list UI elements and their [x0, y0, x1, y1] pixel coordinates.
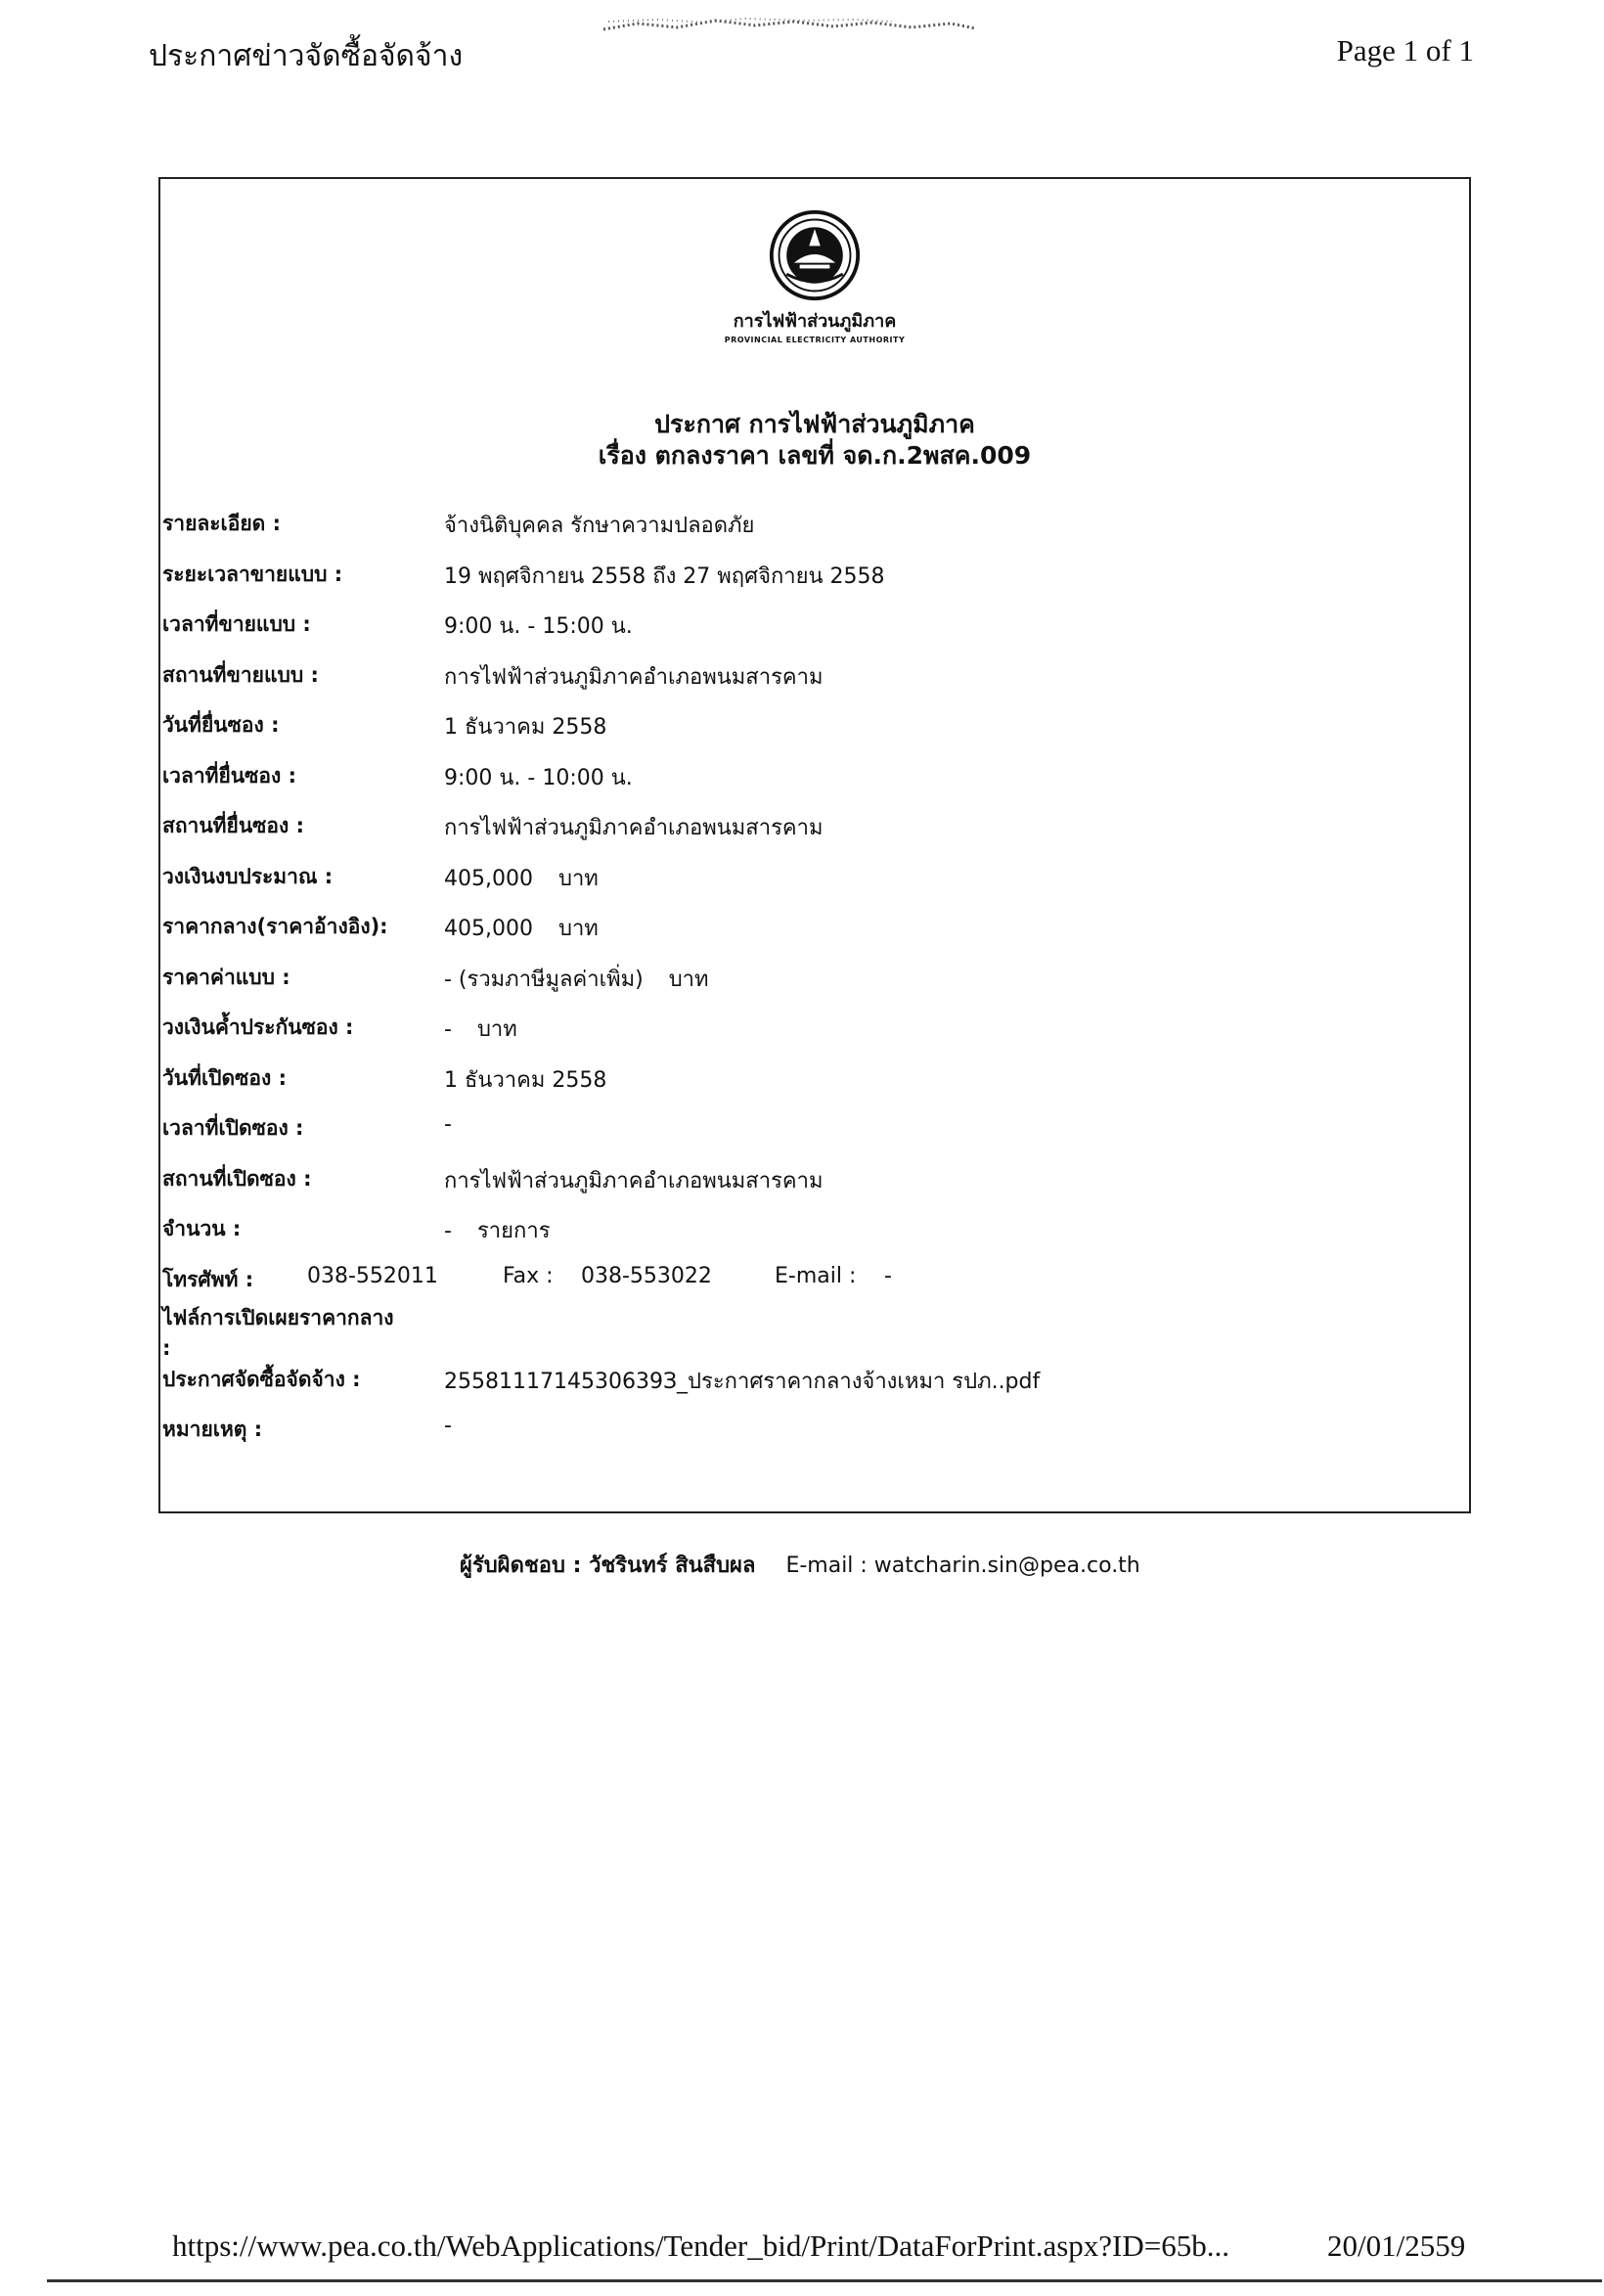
detail-label: เวลาที่ยื่นซอง : [162, 763, 296, 788]
detail-row-submit-date [160, 709, 1469, 760]
detail-row-reference-price [160, 911, 1469, 962]
remark-value: - [444, 1414, 452, 1438]
detail-value: การไฟฟ้าส่วนภูมิภาคอำเภอพนมสารคาม [444, 1168, 824, 1193]
footer-date: 20/01/2559 [1327, 2228, 1466, 2263]
unit: รายการ [476, 1219, 551, 1243]
detail-list [160, 508, 1469, 1464]
detail-label: ราคากลาง(ราคาอ้างอิง): [162, 915, 388, 938]
detail-label: สถานที่ยื่นซอง : [162, 814, 305, 837]
attachment-file-link[interactable]: 2558111714530639З_ประกาศราคากลางจ้างเหมา รปภ..pdf [444, 1369, 1041, 1394]
detail-value [444, 1213, 551, 1247]
page-number: Page 1 of 1 [1336, 33, 1474, 68]
phone-number: 038-552011 [307, 1263, 438, 1288]
footer-url: https://www.pea.co.th/WebApplications/Tender_bid/Print/DataForPrint.aspx?ID=65b... [172, 2228, 1229, 2263]
header-title: ประกาศข่าวจัดซื้อจัดจ้าง [149, 39, 464, 73]
detail-value [444, 861, 599, 895]
page-header [149, 33, 1474, 82]
amount: 405,000 [444, 917, 533, 941]
detail-value: 9:00 น. - 15:00 น. [444, 614, 633, 639]
detail-value: 19 พฤศจิกายน 2558 ถึง 27 พฤศจิกายน 2558 [444, 563, 885, 589]
detail-label: วันที่ยื่นซอง : [162, 713, 280, 737]
detail-row-open-place [160, 1163, 1469, 1214]
detail-value: จ้างนิติบุคคล รักษาความปลอดภัย [444, 514, 755, 538]
detail-value: 1 ธันวาคม 2558 [444, 1067, 607, 1093]
email-label: E-mail : [775, 1263, 857, 1288]
unit: บาท [668, 967, 709, 992]
phone-label: โทรศัพท์ : [162, 1267, 254, 1291]
detail-row-document-fee [160, 962, 1469, 1013]
detail-label: วงเงินงบประมาณ : [162, 864, 334, 888]
pea-emblem-icon [768, 208, 862, 302]
title-line-2: เรื่อง ตกลงราคา เลขที่ จด.ก.2พสค.009 [598, 441, 1032, 470]
logo-block [160, 208, 1469, 344]
detail-value: 9:00 น. - 10:00 น. [444, 765, 633, 790]
detail-value [444, 962, 709, 996]
detail-value [444, 911, 599, 945]
detail-row-open-time [160, 1112, 1469, 1163]
detail-label: สถานที่ขายแบบ : [162, 662, 319, 687]
email-value: - [884, 1263, 892, 1288]
title-line-1: ประกาศ การไฟฟ้าส่วนภูมิภาค [654, 410, 975, 438]
contact-row [160, 1264, 1469, 1303]
detail-value: การไฟฟ้าส่วนภูมิภาคอำเภอพนมสารคาม [444, 816, 824, 840]
amount: - [444, 1017, 452, 1042]
detail-row-sale-time [160, 608, 1469, 659]
detail-label: เวลาที่ขายแบบ : [162, 612, 311, 636]
detail-row-description [160, 508, 1469, 559]
scan-artifact [599, 12, 980, 37]
detail-label: จำนวน : [162, 1217, 242, 1240]
file-disclosure-label: ไฟล์การเปิดเผยราคากลาง : [162, 1305, 394, 1360]
detail-row-bid-guarantee [160, 1012, 1469, 1062]
detail-label: ราคาค่าแบบ : [162, 965, 290, 989]
detail-row-budget [160, 861, 1469, 912]
detail-row-quantity [160, 1213, 1469, 1264]
detail-value: การไฟฟ้าส่วนภูมิภาคอำเภอพนมสารคาม [444, 664, 824, 690]
detail-label: รายละเอียด : [162, 512, 281, 535]
detail-row-sale-place [160, 659, 1469, 710]
fax-number: 038-553022 [581, 1263, 712, 1288]
org-name-english: PROVINCIAL ELECTRICITY AUTHORITY [724, 336, 906, 344]
fax-label: Fax : [503, 1263, 554, 1288]
detail-row-submit-place [160, 810, 1469, 861]
detail-label: ระยะเวลาขายแบบ : [162, 562, 343, 586]
detail-row-submit-time [160, 760, 1469, 811]
detail-label: วงเงินค้ำประกันซอง : [162, 1015, 354, 1039]
detail-row-attachment [160, 1364, 1469, 1415]
attachment-label: ประกาศจัดซื้อจัดจ้าง : [162, 1367, 361, 1391]
detail-label: วันที่เปิดซอง : [162, 1065, 287, 1090]
unit: บาท [557, 866, 599, 891]
detail-row-open-date [160, 1062, 1469, 1113]
amount: - [444, 1219, 452, 1243]
detail-row-remark [160, 1414, 1469, 1464]
amount: 405,000 [444, 866, 533, 891]
footer-divider [47, 2279, 1602, 2282]
unit: บาท [557, 917, 599, 941]
org-name-thai: การไฟฟ้าส่วนภูมิภาค [733, 311, 897, 332]
remark-label: หมายเหตุ : [162, 1418, 263, 1441]
detail-row-sale-period [160, 559, 1469, 609]
detail-value: - [444, 1112, 452, 1137]
detail-value [444, 1012, 517, 1046]
unit: บาท [476, 1017, 517, 1042]
detail-value: 1 ธันวาคม 2558 [444, 715, 607, 740]
detail-label: เวลาที่เปิดซอง : [162, 1116, 304, 1140]
detail-label: สถานที่เปิดซอง : [162, 1166, 312, 1191]
announcement-box [158, 177, 1471, 1513]
responsible-person [460, 1548, 1140, 1582]
file-disclosure-row [160, 1303, 1469, 1364]
amount: - (รวมภาษีมูลค่าเพิ่ม) [444, 967, 644, 992]
responsible-email[interactable]: E-mail : watcharin.sin@pea.co.th [785, 1553, 1140, 1578]
announcement-title [160, 409, 1469, 472]
responsible-label: ผู้รับผิดชอบ : วัชรินทร์ สินสืบผล [460, 1553, 756, 1578]
